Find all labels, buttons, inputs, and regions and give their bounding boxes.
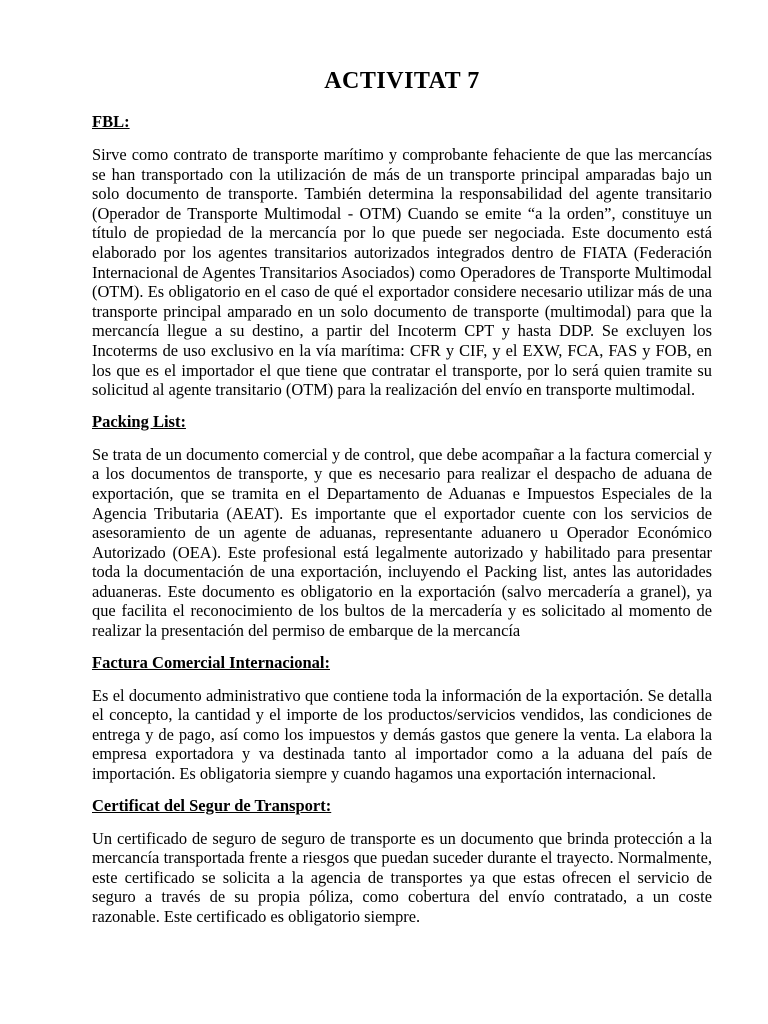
section-packing-list [92, 412, 712, 641]
section-body-factura-comercial: Es el documento administrativo que contiene toda la información de la exportación. Se detalla el concepto, la cantidad y el importe de los productos/servicios vendidos, las condiciones de entrega y de pago, así como los impuestos y demás gastos que genere la venta. La elabora la empresa exportadora y va destinada tanto al importador como a la aduana del país de importación. Es obligatoria siempre y cuando hagamos una exportación internacional. [92, 685, 712, 784]
section-body-certificat-segur: Un certificado de seguro de seguro de transporte es un documento que brinda protección a la mercancía transportada frente a riesgos que puedan suceder durante el trayecto. Normalmente, este certificado se solicita a la agencia de transportes ya que estas ofrecen el servicio de seguro a través de su propia póliza, como cobertura del envío contratado, a un coste razonable. Este certificado es obligatorio siempre. [92, 828, 712, 926]
section-heading-certificat-segur: Certificat del Segur de Transport: [92, 795, 332, 815]
section-body-fbl: Sirve como contrato de transporte marítimo y comprobante fehaciente de que las mercancías se han transportado con la utilización de más de un transporte principal amparadas bajo un solo documento de transporte. También determina la responsabilidad del agente transitario (Operador de Transporte Multimodal - OTM) Cuando se emite “a la orden”, constituye un título de propiedad de la mercancía por lo que puede ser negociada. Este documento está elaborado por los agentes transitarios autorizados integrados dentro de FIATA (Federación Internacional de Agentes Transitarios Asociados) como Operadores de Transporte Multimodal (OTM). Es obligatorio en el caso de qué el exportador considere necesario utilizar más de una transporte principal amparado en un solo documento de transporte (multimodal) para que la mercancía llegue a su destino, a partir del Incoterm CPT y hasta DDP. Se excluyen los Incoterms de uso exclusivo en la vía marítima: CFR y CIF, y el EXW, FCA, FAS y FOB, en los que es el importador el que tiene que contratar el transporte, por lo será quien tramite su solicitud al agente transitario (OTM) para la realización del envío en transporte multimodal. [92, 145, 712, 400]
section-heading-fbl: FBL: [92, 112, 130, 131]
section-heading-factura-comercial: Factura Comercial Internacional: [92, 652, 330, 672]
section-heading-packing-list: Packing List: [92, 411, 186, 431]
section-body-packing-list: Se trata de un documento comercial y de control, que debe acompañar a la factura comercial y a los documentos de transporte, y que es necesario para realizar el despacho de aduana de exportación, que se tramita en el Departamento de Aduanas e Impuestos Especiales de la Agencia Tributaria (AEAT). Es importante que el exportador cuente con los servicios de asesoramiento de un agente de aduanas, representante aduanero u Operador Económico Autorizado (OEA). Este profesional está legalmente autorizado y habilitado para presentar toda la documentación de una exportación, incluyendo el Packing list, antes las autoridades aduaneras. Este documento es obligatorio en la exportación (salvo mercadería a granel), ya que facilita el reconocimiento de los bultos de la mercadería y es solicitado al momento de realizar la presentación del permiso de embarque de la mercancía [92, 444, 712, 641]
page-title: ACTIVITAT 7 [324, 68, 480, 94]
section-factura-comercial [92, 653, 712, 784]
section-fbl [92, 112, 712, 400]
section-certificat-segur [92, 796, 712, 927]
document-page [92, 64, 712, 939]
